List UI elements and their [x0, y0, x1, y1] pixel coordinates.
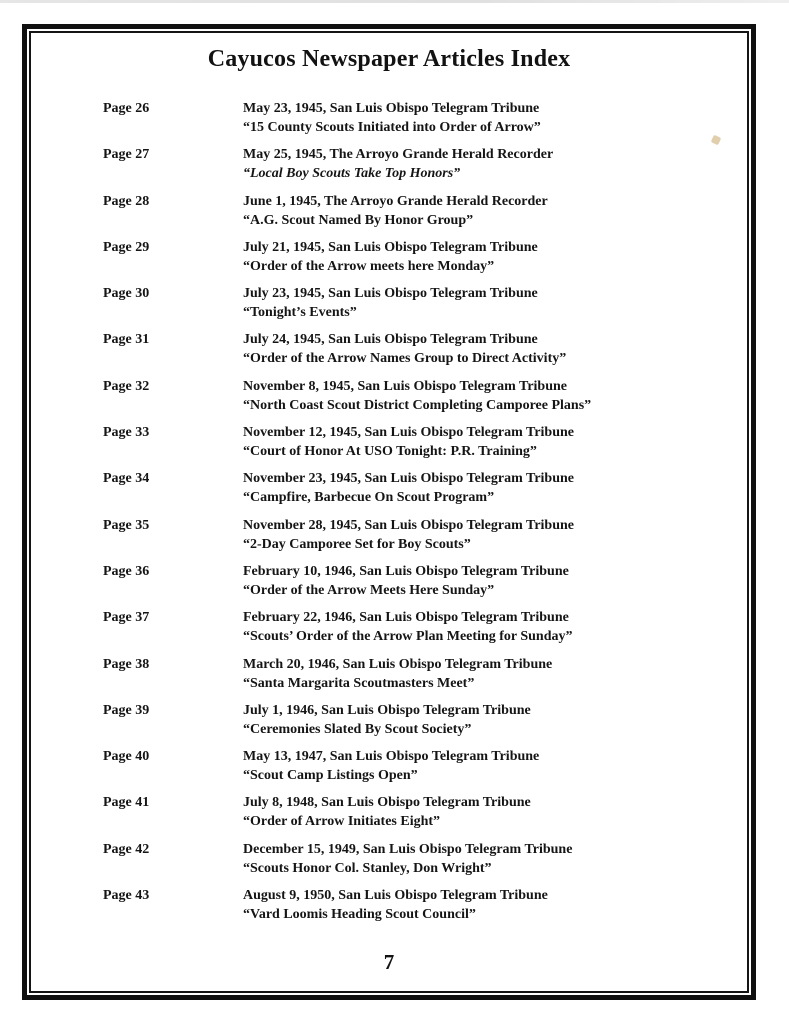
article-index-list	[31, 99, 747, 924]
index-entry	[103, 469, 727, 507]
entry-body	[243, 469, 727, 507]
entry-body	[243, 747, 727, 785]
index-entry	[103, 99, 727, 137]
index-entry	[103, 562, 727, 600]
entry-article-title: “A.G. Scout Named By Honor Group”	[243, 212, 474, 228]
page-border-outer	[22, 24, 756, 1000]
entry-source-line: December 15, 1949, San Luis Obispo Telegram Tribune	[243, 841, 573, 857]
index-entry	[103, 655, 727, 693]
entry-body	[243, 238, 727, 276]
index-entry	[103, 793, 727, 831]
entry-article-title: “Order of the Arrow Meets Here Sunday”	[243, 582, 495, 598]
index-entry	[103, 145, 727, 183]
entry-source-line: May 25, 1945, The Arroyo Grande Herald Recorder	[243, 147, 554, 163]
entry-article-title: “North Coast Scout District Completing Camporee Plans”	[243, 397, 592, 413]
entry-source-line: February 22, 1946, San Luis Obispo Telegram Tribune	[243, 610, 569, 626]
index-entry	[103, 284, 727, 322]
index-entry	[103, 516, 727, 554]
entry-page-label: Page 37	[103, 610, 150, 626]
page-content	[31, 33, 747, 991]
entry-source-line: May 23, 1945, San Luis Obispo Telegram Tribune	[243, 101, 540, 116]
entry-article-title: “Santa Margarita Scoutmasters Meet”	[243, 675, 475, 691]
entry-page-label: Page 31	[103, 332, 150, 348]
entry-article-title: “Order of the Arrow Names Group to Direct Activity”	[243, 351, 567, 367]
index-entry	[103, 608, 727, 646]
entry-article-title: “Tonight’s Events”	[243, 305, 357, 321]
entry-article-title: “Vard Loomis Heading Scout Council”	[243, 907, 476, 923]
entry-body	[243, 99, 727, 137]
entry-page-label: Page 39	[103, 702, 150, 718]
entry-body	[243, 330, 727, 368]
entry-article-title: “Order of Arrow Initiates Eight”	[243, 814, 441, 830]
index-entry	[103, 330, 727, 368]
entry-source-line: July 8, 1948, San Luis Obispo Telegram Tribune	[243, 795, 531, 811]
entry-page-label: Page 33	[103, 425, 150, 441]
entry-page-label: Page 36	[103, 563, 150, 579]
index-entry	[103, 423, 727, 461]
entry-body	[243, 840, 727, 878]
entry-article-title: “Campfire, Barbecue On Scout Program”	[243, 490, 495, 506]
entry-article-title: “Scout Camp Listings Open”	[243, 768, 418, 784]
entry-body	[243, 886, 727, 924]
entry-article-title: “Court of Honor At USO Tonight: P.R. Training”	[243, 444, 537, 460]
entry-source-line: November 23, 1945, San Luis Obispo Telegram Tribune	[243, 471, 574, 487]
scan-artifact-band	[0, 0, 789, 3]
entry-page-label: Page 35	[103, 517, 150, 533]
entry-source-line: February 10, 1946, San Luis Obispo Telegram Tribune	[243, 563, 569, 579]
index-entry	[103, 747, 727, 785]
index-entry	[103, 192, 727, 230]
entry-page-label: Page 30	[103, 286, 150, 302]
page-border-inner	[29, 31, 749, 993]
entry-body	[243, 655, 727, 693]
entry-source-line: March 20, 1946, San Luis Obispo Telegram Tribune	[243, 656, 553, 672]
entry-article-title: “Ceremonies Slated By Scout Society”	[243, 721, 472, 737]
entry-page-label: Page 29	[103, 239, 150, 255]
entry-page-label: Page 43	[103, 888, 150, 904]
index-entry	[103, 840, 727, 878]
entry-source-line: November 12, 1945, San Luis Obispo Telegram Tribune	[243, 425, 574, 441]
entry-source-line: July 23, 1945, San Luis Obispo Telegram Tribune	[243, 286, 538, 302]
entry-source-line: June 1, 1945, The Arroyo Grande Herald Recorder	[243, 193, 548, 209]
index-entry	[103, 701, 727, 739]
entry-source-line: August 9, 1950, San Luis Obispo Telegram Tribune	[243, 888, 548, 904]
entry-page-label: Page 28	[103, 193, 150, 209]
entry-body	[243, 608, 727, 646]
entry-body	[243, 423, 727, 461]
entry-article-title: “Scouts’ Order of the Arrow Plan Meeting for Sunday”	[243, 629, 573, 645]
entry-source-line: July 1, 1946, San Luis Obispo Telegram Tribune	[243, 702, 531, 718]
index-entry	[103, 238, 727, 276]
entry-source-line: July 21, 1945, San Luis Obispo Telegram Tribune	[243, 239, 538, 255]
index-entry	[103, 886, 727, 924]
entry-body	[243, 192, 727, 230]
entry-page-label: Page 38	[103, 656, 150, 672]
entry-page-label: Page 32	[103, 378, 150, 394]
entry-source-line: November 28, 1945, San Luis Obispo Telegram Tribune	[243, 517, 574, 533]
entry-body	[243, 793, 727, 831]
entry-source-line: July 24, 1945, San Luis Obispo Telegram Tribune	[243, 332, 538, 348]
index-entry	[103, 377, 727, 415]
entry-body	[243, 145, 727, 183]
entry-body	[243, 516, 727, 554]
entry-body	[243, 377, 727, 415]
entry-source-line: November 8, 1945, San Luis Obispo Telegram Tribune	[243, 378, 567, 394]
entry-page-label: Page 42	[103, 841, 150, 857]
entry-page-label: Page 41	[103, 795, 150, 811]
entry-article-title: “2-Day Camporee Set for Boy Scouts”	[243, 536, 471, 552]
entry-article-title: “Order of the Arrow meets here Monday”	[243, 258, 495, 274]
entry-source-line: May 13, 1947, San Luis Obispo Telegram Tribune	[243, 749, 540, 765]
entry-body	[243, 562, 727, 600]
entry-page-label: Page 27	[103, 147, 150, 163]
entry-article-title: “Local Boy Scouts Take Top Honors”	[243, 166, 461, 182]
entry-article-title: “15 County Scouts Initiated into Order of Arrow”	[243, 120, 541, 135]
entry-page-label: Page 40	[103, 749, 150, 765]
entry-body	[243, 284, 727, 322]
entry-body	[243, 701, 727, 739]
entry-article-title: “Scouts Honor Col. Stanley, Don Wright”	[243, 860, 492, 876]
entry-page-label: Page 34	[103, 471, 150, 487]
footer-page-number: 7	[383, 950, 395, 975]
page-title: Cayucos Newspaper Articles Index	[207, 46, 571, 72]
entry-page-label: Page 26	[103, 101, 150, 116]
